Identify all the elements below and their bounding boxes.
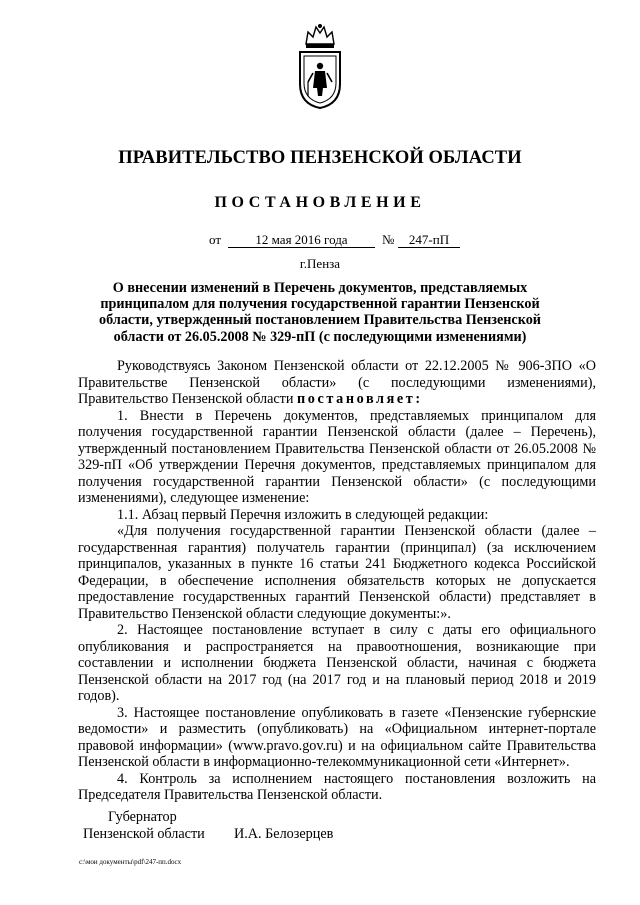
heading-line: О внесении изменений в Перечень документов, представляемых bbox=[112, 280, 528, 296]
resolves-word: постановляет: bbox=[297, 391, 423, 407]
paragraph-item-1-1: 1.1. Абзац первый Перечня изложить в следующей редакции: bbox=[117, 506, 489, 523]
signatory-region: Пензенской области bbox=[83, 826, 205, 842]
decree-number: 247-пП bbox=[398, 232, 460, 248]
paragraph-preamble bbox=[78, 358, 596, 408]
heading-line: области, утвержденный постановлением Правительства Пензенской bbox=[99, 312, 541, 329]
date-number-line bbox=[0, 232, 640, 250]
signatory-role: Губернатор bbox=[108, 809, 177, 825]
decree-date: 12 мая 2016 года bbox=[228, 232, 375, 248]
date-prefix: от bbox=[209, 232, 222, 247]
heading-line: принципалом для получения государственной гарантии Пензенской bbox=[100, 296, 540, 313]
paragraph-item-1: 1. Внести в Перечень документов, представляемых принципалом для получения государственной гарантии Пензенской области (далее – Перечень), утвержденный постановлением Правительства Пензенской области от 26.05.2008 № 329-пП «Об утверждении Перечня документов, представляемых принципалом для получения государственной гарантии Пензенской области» (с последующими изменениями), следующее изменение: bbox=[78, 407, 596, 506]
document-heading bbox=[90, 280, 550, 345]
heading-line: области от 26.05.2008 № 329-пП (с последующими изменениями) bbox=[113, 328, 527, 345]
coat-of-arms-icon bbox=[296, 22, 344, 110]
paragraph-item-3: 3. Настоящее постановление опубликовать в газете «Пензенские губернские ведомости» и разместить (опубликовать) на «Официальном интернет-портале правовой информации» (www.pravo.gov.ru) и на официальном сайте Правительства Пензенской области в информационно-телекоммуникационной сети «Интернет». bbox=[78, 704, 596, 770]
document-type: ПОСТАНОВЛЕНИЕ bbox=[214, 194, 426, 211]
preamble-text: Руководствуясь Законом Пензенской области от 22.12.2005 № 906-ЗПО «О Правительстве Пензенской области» (с последующими изменениями), Правительство Пензенской области bbox=[78, 358, 596, 407]
signatory-name: И.А. Белозерцев bbox=[234, 826, 334, 842]
document-body bbox=[78, 358, 596, 804]
paragraph-new-wording: «Для получения государственной гарантии Пензенской области (далее – государственная гарантия) получатель гарантии (принципал) (за исключением принципалов, указанных в пункте 16 статьи 241 Бюджетного кодекса Российской Федерации, в обеспечение исполнения обязательств которых не допускается предоставление государственных гарантий Пензенской области) представляет в Правительство Пензенской области следующие документы:». bbox=[78, 523, 596, 622]
number-prefix: № bbox=[382, 232, 395, 247]
government-title: ПРАВИТЕЛЬСТВО ПЕНЗЕНСКОЙ ОБЛАСТИ bbox=[118, 148, 522, 168]
paragraph-item-2: 2. Настоящее постановление вступает в силу с даты его официального опубликования и распространяется на правоотношения, возникающие при составлении и исполнении бюджета Пензенской области, начиная с бюджета Пензенской области на 2017 год (на 2017 год и на плановый период 2018 и 2019 годов). bbox=[78, 622, 596, 704]
file-path: c:\мои документы\pdf\247-пп.docx bbox=[79, 858, 182, 866]
paragraph-item-4: 4. Контроль за исполнением настоящего постановления возложить на Председателя Правительства Пензенской области. bbox=[78, 770, 596, 803]
city: г.Пенза bbox=[299, 256, 341, 271]
